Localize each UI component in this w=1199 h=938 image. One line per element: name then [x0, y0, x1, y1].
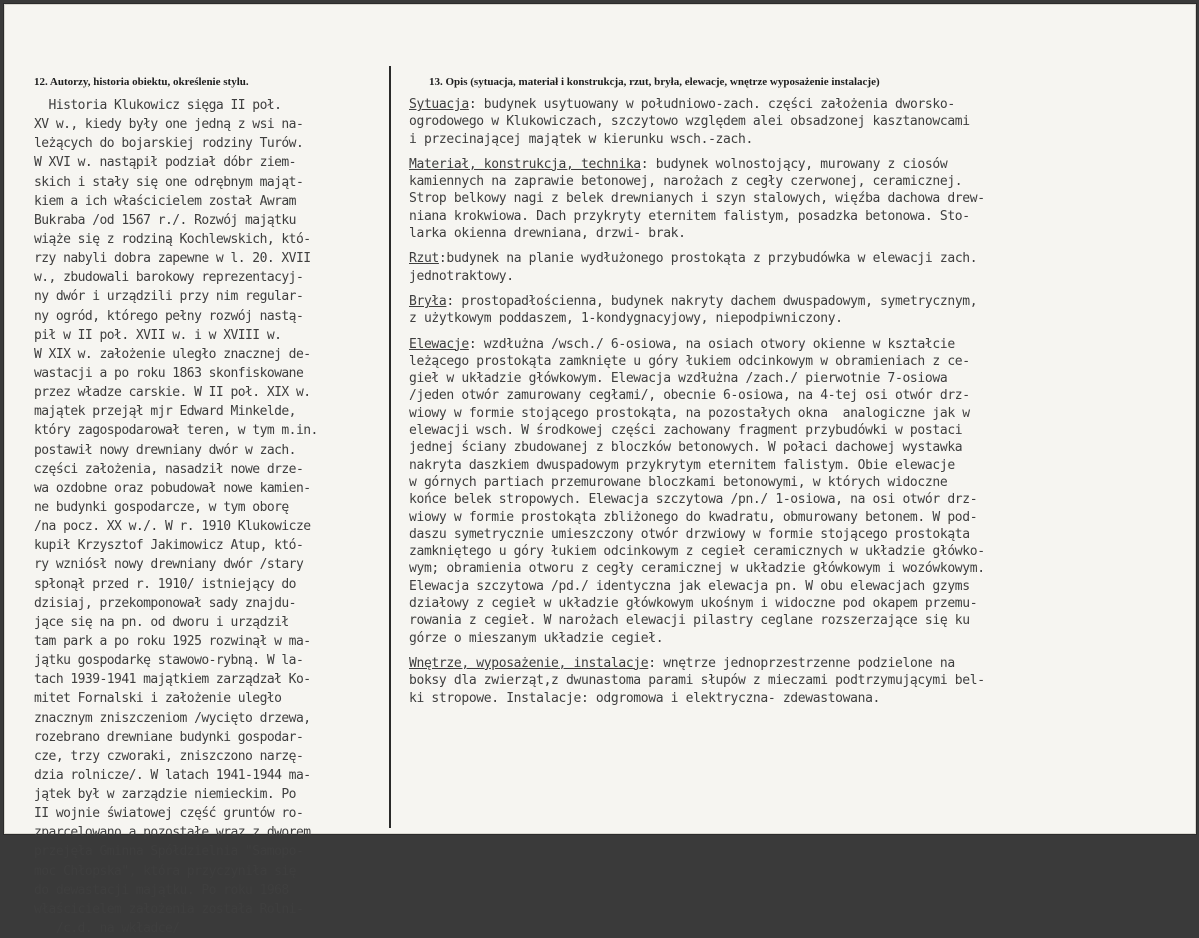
history-line: wastacji a po roku 1863 skonfiskowane: [34, 365, 304, 381]
description-paragraph: [409, 250, 1189, 285]
section-13-header: 13. Opis (sytuacja, materiał i konstrukcja, rzut, bryła, elewacje, wnętrze wyposażenie instalacje): [429, 76, 880, 88]
history-line: ny dwór i urządzili przy nim regular-: [34, 289, 304, 305]
description-line: [409, 250, 1189, 267]
history-line: ry wzniósł nowy drewniany dwór /stary: [34, 557, 304, 573]
description-paragraph: [409, 336, 1189, 647]
history-line: mitet Fornalski i założenie uległo: [34, 691, 282, 707]
line-text: kamiennych na zaprawie betonowej, narożach z cegły czerwonej, ceramicznej.: [409, 174, 963, 190]
description-line: [409, 439, 1189, 456]
description-paragraph: [409, 293, 1189, 328]
line-text: prostopadłościenna, budynek nakryty dachem dwuspadowym, symetrycznym,: [461, 293, 978, 309]
description-line: [409, 113, 1189, 130]
line-text: wnętrze jednoprzestrzenne podzielone na: [663, 655, 955, 671]
description-line: [409, 131, 1189, 148]
description-line: [409, 156, 1189, 173]
line-text: budynek na planie wydłużonego prostokąta z przybudówka w elewacji zach.: [446, 251, 978, 267]
description-line: [409, 509, 1189, 526]
description-line: [409, 96, 1189, 113]
history-line: do dewastacji majątku. Po roku 1968: [34, 882, 289, 898]
heading-separator: :: [446, 293, 462, 309]
description-line: [409, 310, 1189, 327]
history-line: dzia rolnicze/. W latach 1941-1944 ma-: [34, 767, 311, 783]
description-line: [409, 208, 1189, 225]
description-line: [409, 293, 1189, 310]
description-paragraph: [409, 96, 1189, 148]
line-text: jednej ściany zbudowanej z bloczków betonowych. W połaci dachowej wystawka: [409, 440, 963, 456]
paragraph-heading: Sytuacja: [409, 97, 469, 112]
heading-separator: :: [648, 655, 664, 671]
line-text: gieł w układzie główkowym. Elewacja wzdłużna /zach./ pierwotnie 7-osiowa: [409, 371, 948, 387]
description-line: [409, 543, 1189, 560]
history-line: leżących do bojarskiej rodziny Turów.: [34, 136, 304, 152]
line-text: ogrodowego w Klukowiczach, szczytowo względem alei obsadzonej kasztanowcami: [409, 114, 970, 130]
description-line: [409, 595, 1189, 612]
description-line: [409, 190, 1189, 207]
history-line: właścicielem założenia została Rolni-: [34, 901, 304, 917]
paragraph-heading: Materiał, konstrukcja, technika: [409, 156, 641, 172]
line-text: w górnych partiach przemurowane bloczkami betonowymi, w których widoczne: [409, 474, 948, 490]
history-line: cze, trzy czworaki, zniszczono narzę-: [34, 748, 304, 764]
line-text: boksy dla zwierząt,z dwunastoma parami słupów z mieczami podtrzymującymi bel-: [409, 673, 985, 689]
line-text: wzdłużna /wsch./ 6-osiowa, na osiach otwory okienne w kształcie: [483, 336, 955, 352]
line-text: wym; obramienia otworu z cegły ceramicznej w układzie główkowym i wozówkowym.: [409, 561, 985, 577]
history-line: /c.d. na wkładce/: [34, 921, 180, 937]
history-line: ny ogród, którego pełny rozwój nastą-: [34, 308, 304, 324]
line-text: ki stropowe. Instalacje: odgromowa i elektryczna- zdewastowana.: [409, 690, 881, 706]
history-line: Bukraba /od 1567 r./. Rozwój majątku: [34, 212, 296, 228]
description-line: [409, 612, 1189, 629]
line-text: Elewacja szczytowa /pd./ identyczna jak elewacja pn. W obu elewacjach gzyms: [409, 578, 970, 594]
line-text: końce belek stropowych. Elewacja szczytowa /pn./ 1-osiowa, na osi otwór drz-: [409, 492, 978, 508]
description-paragraph: [409, 655, 1189, 707]
history-line: jątek był w zarządzie niemieckim. Po: [34, 787, 296, 803]
history-line: W XVI w. nastąpił podział dóbr ziem-: [34, 155, 296, 171]
heading-separator: :: [468, 336, 484, 352]
description-line: [409, 336, 1189, 353]
paragraph-heading: Rzut: [409, 251, 439, 267]
description-line: [409, 630, 1189, 647]
line-text: działowy z cegieł w układzie główkowym ukośnym i widoczne pod okapem przemu-: [409, 596, 978, 612]
description-line: [409, 405, 1189, 422]
history-line: postawił nowy drewniany dwór w zach.: [34, 442, 296, 458]
history-line: XV w., kiedy były one jedną z wsi na-: [34, 117, 304, 133]
line-text: jednotraktowy.: [409, 268, 514, 284]
description-line: [409, 690, 1189, 707]
line-text: budynek usytuowany w południowo-zach. części założenia dworsko-: [483, 97, 955, 112]
description-line: [409, 655, 1189, 672]
description-line: [409, 491, 1189, 508]
line-text: zamkniętego u góry łukiem odcinkowym z cegieł ceramicznych w układzie główko-: [409, 544, 985, 560]
section-12-header: 12. Autorzy, historia obiektu, określenie stylu.: [34, 76, 249, 88]
heading-separator: :: [640, 156, 656, 172]
history-line: tach 1939-1941 majątkiem zarządzał Ko-: [34, 672, 311, 688]
history-line: rzy nabyli dobra zapewne w l. 20. XVII: [34, 251, 311, 267]
heading-separator: :: [468, 97, 484, 112]
line-text: larka okienna drewniana, drzwi- brak.: [409, 226, 686, 242]
history-line: majątek przejął mjr Edward Minkelde,: [34, 404, 296, 420]
history-line: ne budynki gospodarcze, w tym oborę: [34, 499, 289, 515]
history-line: znacznym zniszczeniom /wycięto drzewa,: [34, 710, 311, 726]
line-text: wiowy w formie stojącego prostokąta, na pozostałych okna analogiczne jak w: [409, 405, 970, 421]
history-line: moc Chłopska", która przyczyniła się: [34, 863, 296, 879]
history-line: jątku gospodarkę stawowo-rybną. W la-: [34, 653, 304, 669]
history-line: który zagospodarował teren, w tym m.in.: [34, 423, 318, 439]
description-text: [409, 96, 1189, 715]
line-text: z użytkowym poddaszem, 1-kondygnacyjowy, niepodpiwniczony.: [409, 311, 843, 327]
description-line: [409, 225, 1189, 242]
description-line: [409, 560, 1189, 577]
history-line: w., zbudowali barokowy reprezentacyj-: [34, 270, 304, 286]
history-line: tam park a po roku 1925 rozwinął w ma-: [34, 633, 311, 649]
description-line: [409, 672, 1189, 689]
line-text: i przecinającej majątek w kierunku wsch.-zach.: [409, 131, 753, 147]
paragraph-heading: Bryła: [409, 293, 447, 309]
record-card: [3, 3, 1197, 937]
line-text: niana krokwiowa. Dach przykryty eternitem falistym, posadzka betonowa. Sto-: [409, 208, 970, 224]
history-line: przez władze carskie. W II poł. XIX w.: [34, 385, 311, 401]
history-line: jące się na pn. od dworu i urządził: [34, 614, 289, 630]
history-line: /na pocz. XX w./. W r. 1910 Klukowicze: [34, 519, 311, 535]
line-text: rowania z cegieł. W narożach elewacji pilastry ceglane rozszerzające się ku: [409, 613, 970, 629]
line-text: wiowy w formie prostokąta zbliżonego do kwadratu, obmurowany betonem. W pod-: [409, 509, 978, 525]
history-line: przejęła Gminna Spółdzielnia "Samopo-: [34, 844, 304, 860]
description-line: [409, 526, 1189, 543]
line-text: nakryta daszkiem dwuspadowym przykrytym eternitem falistym. Obie elewacje: [409, 457, 955, 473]
line-text: budynek wolnostojący, murowany z ciosów: [655, 156, 948, 172]
description-line: [409, 578, 1189, 595]
description-line: [409, 422, 1189, 439]
description-line: [409, 173, 1189, 190]
history-line: rozebrano drewniane budynki gospodar-: [34, 729, 304, 745]
line-text: leżącego prostokąta zamknięte u góry łukiem odcinkowym w obramieniach z ce-: [409, 353, 970, 369]
heading-separator: :: [438, 251, 447, 267]
history-text: [34, 96, 390, 938]
description-line: [409, 353, 1189, 370]
line-text: Strop belkowy nagi z belek drewnianych i szyn stalowych, więźba dachowa drew-: [409, 191, 985, 207]
line-text: daszu symetrycznie umieszczony otwór drzwiowy w formie stojącego prostokąta: [409, 526, 970, 542]
description-line: [409, 387, 1189, 404]
history-line: części założenia, nasadził nowe drze-: [34, 461, 304, 477]
history-line: W XIX w. założenie uległo znacznej de-: [34, 346, 311, 362]
line-text: elewacji wsch. W środkowej części zachowany fragment przybudówki w postaci: [409, 423, 963, 439]
paragraph-heading: Wnętrze, wyposażenie, instalacje: [409, 655, 649, 671]
history-line: spłonął przed r. 1910/ istniejący do: [34, 576, 296, 592]
history-line: dzisiaj, przekomponował sady znajdu-: [34, 595, 296, 611]
line-text: /jeden otwór zamurowany cegłami/, obecnie 6-osiowa, na 4-tej osi otwór drz-: [409, 388, 970, 404]
history-line: kiem a ich właścicielem został Awram: [34, 193, 296, 209]
history-line: kupił Krzysztof Jakimowicz Atup, któ-: [34, 538, 304, 554]
history-line: pił w II poł. XVII w. i w XVIII w.: [34, 327, 282, 343]
history-line: Historia Klukowicz sięga II poł.: [34, 98, 282, 113]
description-line: [409, 370, 1189, 387]
history-line: zparcelowano a pozostałe wraz z dworem: [34, 825, 311, 841]
description-line: [409, 474, 1189, 491]
description-paragraph: [409, 156, 1189, 242]
history-line: skich i stały się one odrębnym mająt-: [34, 174, 304, 190]
history-line: wiąże się z rodziną Kochlewskich, któ-: [34, 231, 311, 247]
description-line: [409, 457, 1189, 474]
line-text: górze o mieszanym układzie cegieł.: [409, 630, 664, 646]
history-line: wa ozdobne oraz pobudował nowe kamien-: [34, 480, 311, 496]
history-line: II wojnie światowej część gruntów ro-: [34, 806, 304, 822]
paragraph-heading: Elewacje: [409, 336, 469, 352]
description-line: [409, 268, 1189, 285]
